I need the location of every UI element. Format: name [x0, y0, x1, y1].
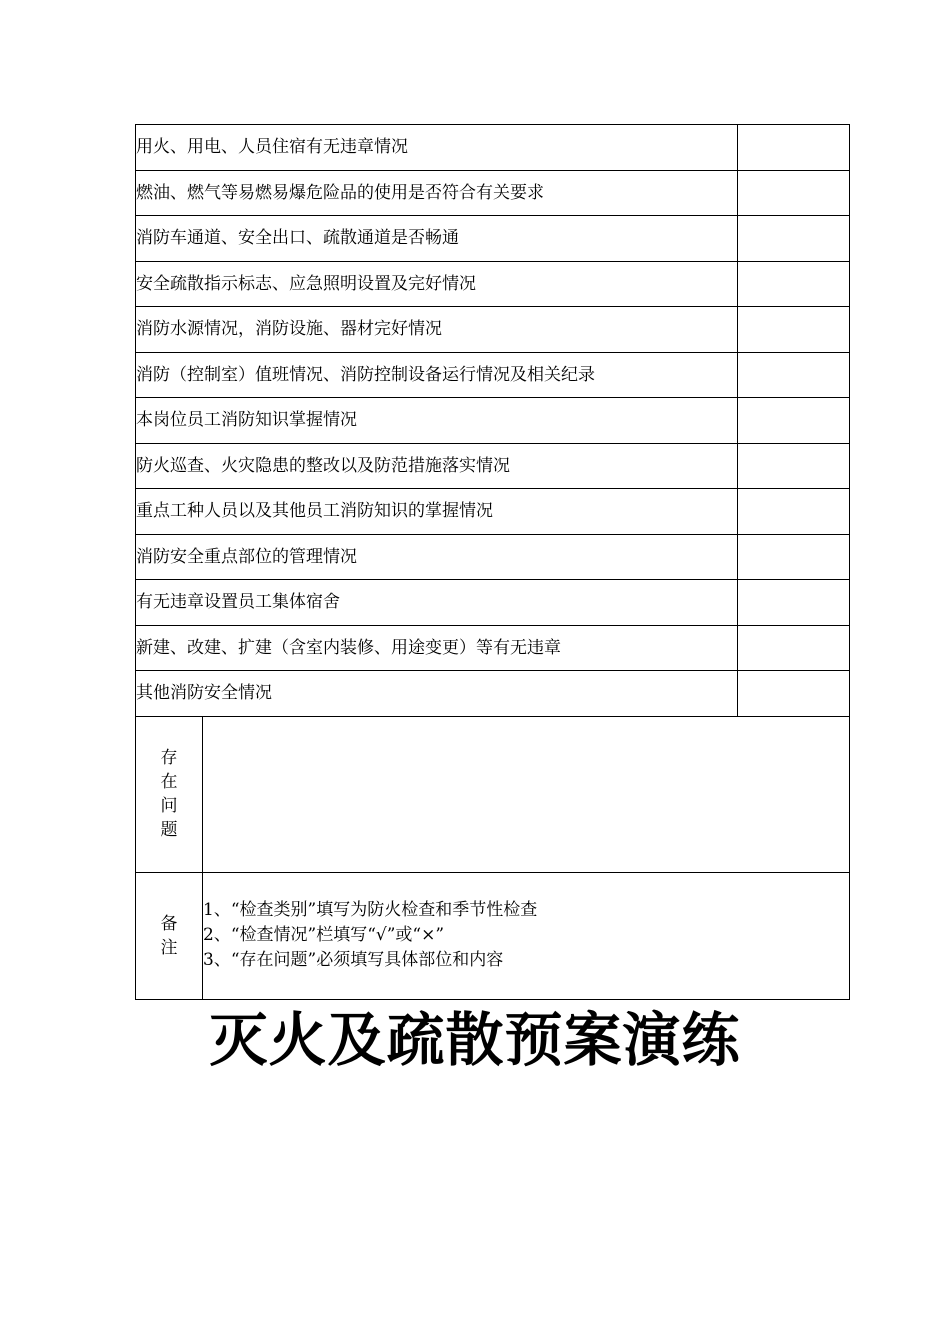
check-item-text: 燃油、燃气等易燃易爆危险品的使用是否符合有关要求 — [136, 170, 738, 216]
inspection-checklist — [135, 124, 849, 1000]
check-result-cell[interactable] — [738, 671, 850, 717]
check-item-text: 消防车通道、安全出口、疏散通道是否畅通 — [136, 216, 738, 262]
check-result-cell[interactable] — [738, 125, 850, 171]
section-heading: 灭火及疏散预案演练 — [209, 1006, 741, 1074]
problems-label-char: 在 — [160, 772, 178, 792]
problems-label — [136, 716, 203, 872]
check-item-text: 防火巡查、火灾隐患的整改以及防范措施落实情况 — [136, 443, 738, 489]
check-result-cell[interactable] — [738, 216, 850, 262]
table-row — [136, 534, 850, 580]
checklist-table — [135, 124, 850, 1000]
problems-label-char: 存 — [160, 748, 178, 768]
check-result-cell[interactable] — [738, 534, 850, 580]
table-row — [136, 352, 850, 398]
problems-label-char: 问 — [160, 796, 178, 816]
table-row — [136, 489, 850, 535]
check-result-cell[interactable] — [738, 580, 850, 626]
table-row — [136, 307, 850, 353]
check-item-text: 重点工种人员以及其他员工消防知识的掌握情况 — [136, 489, 738, 535]
check-result-cell[interactable] — [738, 261, 850, 307]
remark-line: 3、“存在问题”必须填写具体部位和内容 — [203, 950, 504, 970]
table-row — [136, 170, 850, 216]
check-result-cell[interactable] — [738, 352, 850, 398]
check-item-text: 消防水源情况，消防设施、器材完好情况 — [136, 307, 738, 353]
remarks-label-char: 注 — [160, 937, 178, 958]
problems-row — [136, 716, 850, 872]
check-item-text: 安全疏散指示标志、应急照明设置及完好情况 — [136, 261, 738, 307]
check-item-text: 有无违章设置员工集体宿舍 — [136, 580, 738, 626]
problems-content[interactable] — [203, 716, 850, 872]
table-row — [136, 580, 850, 626]
remarks-label — [136, 872, 203, 999]
table-row — [136, 398, 850, 444]
table-row — [136, 443, 850, 489]
table-row — [136, 216, 850, 262]
remark-line: 1、“检查类别”填写为防火检查和季节性检查 — [203, 900, 538, 920]
remarks-row — [136, 872, 850, 999]
table-row — [136, 261, 850, 307]
table-row — [136, 671, 850, 717]
check-item-text: 其他消防安全情况 — [136, 671, 738, 717]
check-item-text: 消防安全重点部位的管理情况 — [136, 534, 738, 580]
remarks-label-char: 备 — [160, 913, 178, 934]
problems-label-char: 题 — [160, 820, 178, 840]
check-item-text: 消防（控制室）值班情况、消防控制设备运行情况及相关纪录 — [136, 352, 738, 398]
check-result-cell[interactable] — [738, 170, 850, 216]
check-result-cell[interactable] — [738, 489, 850, 535]
check-item-text: 用火、用电、人员住宿有无违章情况 — [136, 125, 738, 171]
remarks-content — [203, 872, 850, 999]
check-result-cell[interactable] — [738, 443, 850, 489]
table-row — [136, 125, 850, 171]
table-row — [136, 625, 850, 671]
remark-line: 2、“检查情况”栏填写“√”或“×” — [203, 925, 445, 945]
check-item-text: 新建、改建、扩建（含室内装修、用途变更）等有无违章 — [136, 625, 738, 671]
check-result-cell[interactable] — [738, 398, 850, 444]
check-item-text: 本岗位员工消防知识掌握情况 — [136, 398, 738, 444]
check-result-cell[interactable] — [738, 625, 850, 671]
check-result-cell[interactable] — [738, 307, 850, 353]
